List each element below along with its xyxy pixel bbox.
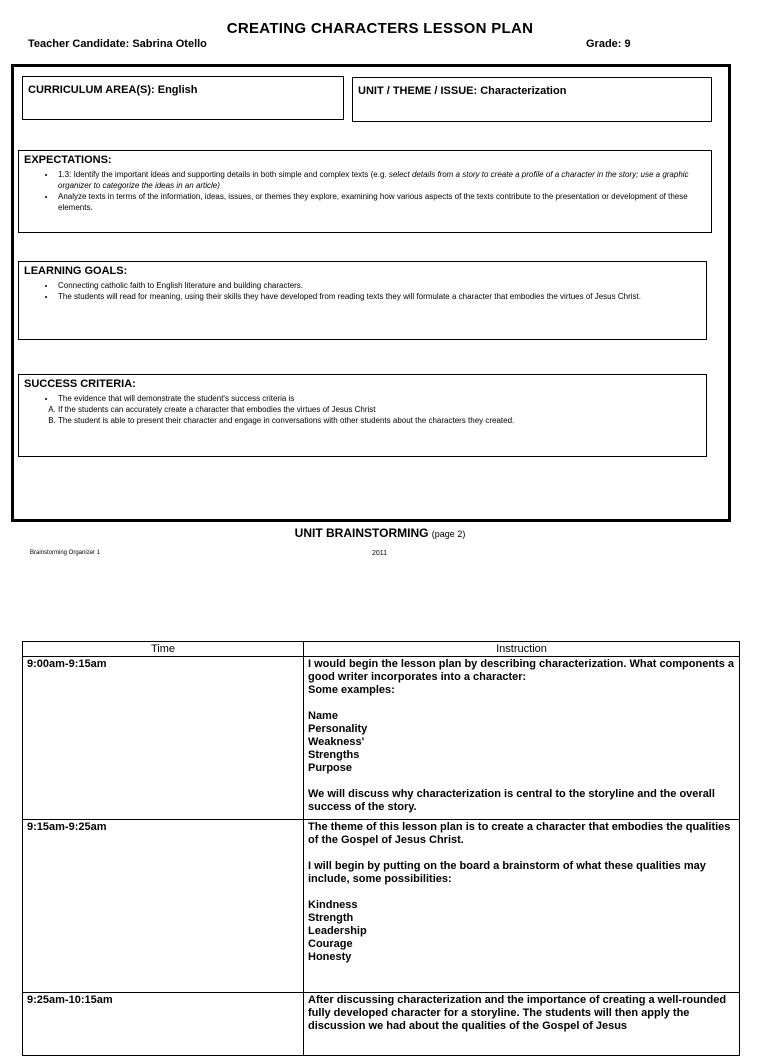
- list-item: Weakness': [308, 736, 365, 748]
- grade-label: Grade: 9: [586, 38, 631, 50]
- time-cell: 9:25am-10:15am: [23, 993, 304, 1056]
- instruction-paragraph: After discussing characterization and the importance of creating a well-rounded fully developed character for a storyline. The students will then apply the discussion we had about the qualities of the Gospel of Jesus: [308, 994, 727, 1032]
- instruction-column-header: Instruction: [304, 642, 740, 657]
- success-criteria-item: [56, 393, 701, 404]
- success-criteria-subitem: B. The student is able to present their character and engage in conversations with other students about the characters they created.: [58, 415, 701, 426]
- unit-theme-box: [352, 77, 712, 122]
- learning-goals-box: [18, 261, 707, 340]
- list-item: Strength: [308, 912, 354, 924]
- curriculum-label: CURRICULUM AREA(S): English: [28, 84, 198, 96]
- list-item: Strengths: [308, 749, 360, 761]
- table-row: [23, 993, 740, 1056]
- instruction-paragraph: We will discuss why characterization is central to the storyline and the overall success of the story.: [308, 788, 715, 813]
- unit-brainstorming-heading: [0, 526, 760, 540]
- schedule-header-row: [23, 642, 740, 657]
- expectations-heading: EXPECTATIONS:: [24, 154, 112, 166]
- instruction-paragraph: I would begin the lesson plan by describing characterization. What components a good writer incorporates into a character:: [308, 658, 735, 683]
- time-column-header: Time: [23, 642, 304, 657]
- list-item: Courage: [308, 938, 353, 950]
- success-criteria-list: [24, 393, 701, 404]
- instruction-cell: [304, 820, 740, 993]
- learning-goals-list: [24, 280, 701, 302]
- expectation-item-text: 1.3: Identify the important ideas and supporting details in both simple and complex texts (e.g.: [58, 170, 389, 179]
- list-item: Leadership: [308, 925, 367, 937]
- schedule-table: [22, 641, 740, 1056]
- list-item: Purpose: [308, 762, 353, 774]
- qualities-list: [308, 899, 735, 964]
- learning-goals-heading: LEARNING GOALS:: [24, 265, 128, 277]
- table-row: [23, 820, 740, 993]
- success-criteria-box: [18, 374, 707, 457]
- success-criteria-subitem: A. If the students can accurately create a character that embodies the virtues of Jesus Christ: [58, 404, 701, 415]
- expectation-item-italic: select details from a story to create a profile of a character in the story; use a graphic organizer to categorize the ideas in an article): [58, 170, 689, 190]
- list-item: Honesty: [308, 951, 352, 963]
- footer-organizer-label: Brainstorming Organizer 1: [30, 550, 101, 556]
- success-criteria-sublist: [24, 404, 701, 426]
- time-cell: 9:00am-9:15am: [23, 657, 304, 820]
- table-row: [23, 657, 740, 820]
- teacher-candidate: Teacher Candidate: Sabrina Otello: [28, 38, 207, 50]
- instruction-cell: [304, 993, 740, 1056]
- instruction-paragraph: I will begin by putting on the board a brainstorm of what these qualities may include, some possibilities:: [308, 860, 706, 885]
- instruction-paragraph: The theme of this lesson plan is to create a character that embodies the qualities of the Gospel of Jesus Christ.: [308, 821, 731, 846]
- instruction-paragraph: Some examples:: [308, 684, 395, 696]
- expectation-item: [56, 169, 706, 191]
- unit-brainstorming-label: UNIT BRAINSTORMING: [294, 526, 429, 540]
- components-list: [308, 710, 735, 775]
- footer-year: 2011: [372, 550, 388, 557]
- curriculum-box: [22, 76, 344, 120]
- expectations-box: [18, 150, 712, 233]
- unit-brainstorming-page: (page 2): [431, 529, 466, 539]
- list-item: Kindness: [308, 899, 358, 911]
- success-criteria-heading: SUCCESS CRITERIA:: [24, 378, 136, 390]
- expectations-list: [24, 169, 706, 213]
- list-item: Personality: [308, 723, 368, 735]
- expectation-item: • Analyze texts in terms of the information, ideas, issues, or themes they explore, examining how various aspects of the texts contribute to the presentation or development of these elements.: [56, 191, 706, 213]
- list-item: Name: [308, 710, 338, 722]
- time-cell: 9:15am-9:25am: [23, 820, 304, 993]
- instruction-cell: [304, 657, 740, 820]
- unit-theme-label: UNIT / THEME / ISSUE: Characterization: [358, 85, 567, 97]
- learning-goal-item: • Connecting catholic faith to English literature and building characters.: [56, 280, 701, 291]
- document-title: CREATING CHARACTERS LESSON PLAN: [226, 20, 534, 37]
- learning-goal-item: • The students will read for meaning, using their skills they have developed from reading texts they will formulate a character that embodies the virtues of Jesus Christ.: [56, 291, 701, 302]
- success-criteria-intro: The evidence that will demonstrate the student's success criteria is: [58, 394, 295, 403]
